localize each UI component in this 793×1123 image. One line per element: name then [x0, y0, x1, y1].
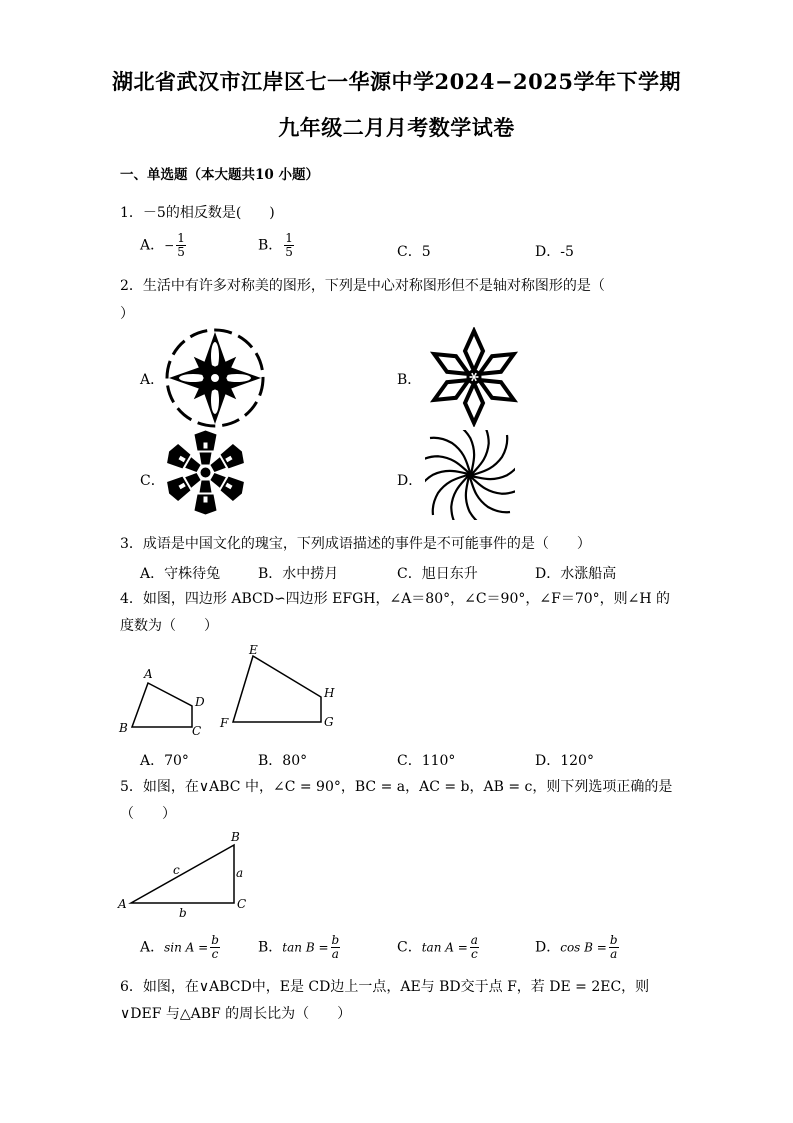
q2-figure-d-spiral — [425, 430, 515, 520]
fraction — [284, 232, 294, 259]
vertex-c-label: C — [237, 897, 247, 911]
q3-option-d: D．水涨船高 — [535, 566, 617, 582]
q5-option-c — [397, 934, 481, 961]
numerator: b — [609, 933, 618, 947]
numerator: b — [331, 933, 340, 947]
q3-option-c: C．旭日东升 — [397, 566, 478, 582]
q5-option-d — [535, 934, 621, 961]
point-f-label: F — [220, 716, 229, 730]
option-label: A． — [140, 939, 165, 956]
q1-stem: 1．－5的相反数是( ) — [120, 205, 275, 221]
numerator: a — [470, 933, 478, 947]
quadrilateral-abcd — [132, 683, 192, 727]
option-label: C． — [397, 939, 422, 956]
q4-option-a: A．70° — [140, 753, 189, 769]
q2-figure-b-snowflake — [422, 327, 527, 427]
numerator: b — [211, 933, 219, 947]
vertex-a-label: A — [118, 897, 127, 911]
option-label: A． — [140, 237, 165, 254]
q4-stem-line2: 度数为（ ） — [120, 618, 218, 634]
point-d-label: D — [195, 695, 205, 709]
side-c-label: c — [173, 863, 180, 877]
trig-expression: sin A = — [164, 940, 209, 955]
fraction — [470, 934, 479, 961]
side-a-label: a — [236, 866, 244, 880]
fraction — [176, 232, 186, 259]
fraction — [210, 934, 220, 961]
point-a-label: A — [144, 667, 153, 681]
point-b-label: B — [119, 721, 128, 735]
q1-option-b — [258, 232, 296, 259]
triangle-abc — [131, 845, 234, 903]
minus-sign: − — [164, 238, 175, 253]
q4-option-c: C．110° — [397, 753, 456, 769]
q5-figure-right-triangle — [115, 828, 255, 920]
q5-option-a — [140, 934, 222, 961]
fraction — [609, 934, 619, 961]
point-h-label: H — [324, 686, 335, 700]
denominator: a — [331, 947, 339, 961]
q4-option-b: B．80° — [258, 753, 308, 769]
q3-stem: 3．成语是中国文化的瑰宝，下列成语描述的事件是不可能事件的是（ ） — [120, 536, 591, 552]
side-b-label: b — [179, 906, 187, 920]
q2-option-c-label: C． — [140, 473, 165, 489]
q4-figure-similar-quadrilaterals — [115, 640, 350, 740]
q2-option-a-label: A． — [140, 372, 165, 388]
denominator: a — [610, 947, 618, 961]
q6-stem-line2: ∨DEF 与△ABF 的周长比为（ ） — [120, 1006, 352, 1022]
q2-option-d-label: D． — [397, 473, 423, 489]
q5-stem-line2: （ ） — [120, 806, 176, 822]
q2-stem-line1: 2．生活中有许多对称美的图形，下列是中心对称图形但不是轴对称图形的是（ — [120, 278, 605, 294]
denominator: 5 — [177, 245, 185, 259]
option-label: D． — [535, 939, 561, 956]
q1-option-a — [140, 232, 188, 259]
q4-option-d: D．120° — [535, 753, 594, 769]
denominator: 5 — [285, 245, 293, 259]
q5-option-b — [258, 934, 342, 961]
option-label: B． — [258, 237, 283, 254]
numerator: 1 — [285, 231, 293, 245]
q3-option-a: A．守株待兔 — [140, 566, 221, 582]
q2-stem-line2: ） — [120, 306, 134, 322]
trig-expression: tan B = — [282, 940, 329, 955]
q1-option-c: C．5 — [397, 244, 431, 260]
point-c-label: C — [192, 724, 202, 738]
q2-figure-c-pinwheel — [163, 430, 248, 515]
vertex-b-label: B — [231, 830, 240, 844]
exam-title-line1: 湖北省武汉市江岸区七一华源中学2024−2025学年下学期 — [112, 69, 681, 94]
q4-stem-line1: 4．如图，四边形 ABCD∽四边形 EFGH，∠A＝80°，∠C＝90°，∠F＝70°，则∠H 的 — [120, 591, 671, 607]
q6-stem-line1: 6．如图，在∨ABCD中，E是 CD边上一点，AE与 BD交于点 F，若 DE = 2EC，则 — [120, 979, 650, 995]
q2-option-b-label: B． — [397, 372, 422, 388]
point-e-label: E — [249, 643, 258, 657]
q5-stem-line1: 5．如图，在∨ABC 中，∠C = 90°，BC = a，AC = b，AB = c，则下列选项正确的是 — [120, 779, 673, 795]
trig-expression: tan A = — [421, 940, 468, 955]
trig-expression: cos B = — [560, 940, 607, 955]
q3-option-b: B．水中捞月 — [258, 566, 339, 582]
denominator: c — [470, 947, 478, 961]
option-label: B． — [258, 939, 283, 956]
q1-option-d: D．-5 — [535, 244, 574, 260]
point-g-label: G — [324, 715, 334, 729]
q2-figure-a-flower — [165, 328, 265, 428]
exam-title-line2: 九年级二月月考数学试卷 — [278, 115, 515, 140]
quadrilateral-efgh — [233, 656, 321, 722]
numerator: 1 — [177, 231, 185, 245]
fraction — [331, 934, 341, 961]
denominator: c — [211, 947, 219, 961]
section-heading: 一、单选题（本大题共10 小题） — [120, 167, 319, 183]
